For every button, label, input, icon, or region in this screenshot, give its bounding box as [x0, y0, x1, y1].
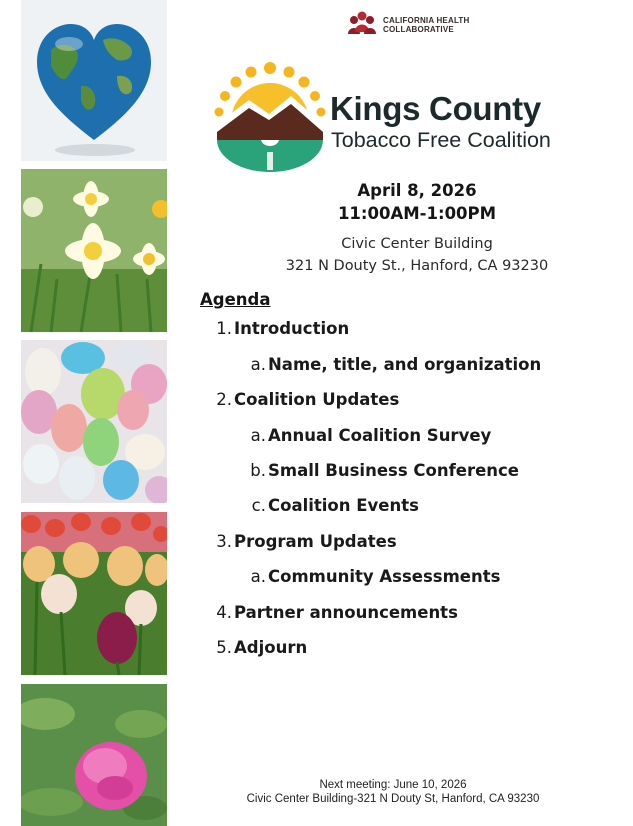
- meeting-time: 11:00AM-1:00PM: [337, 204, 497, 223]
- agenda-item: [216, 532, 397, 551]
- easter-eggs-photo: [21, 340, 167, 503]
- agenda-item-number: a.: [250, 426, 266, 445]
- agenda-item-number: 3.: [216, 532, 232, 551]
- agenda-subitem: [250, 355, 542, 374]
- agenda-item-number: a.: [250, 355, 266, 374]
- heart-globe-photo: [21, 0, 167, 161]
- agenda-item-number: 4.: [216, 603, 232, 622]
- agenda-item-label: Adjourn: [234, 638, 308, 657]
- org-name-line2: COLLABORATIVE: [383, 25, 454, 34]
- agenda-item: [216, 638, 308, 657]
- pink-peony-photo: [21, 684, 167, 826]
- coalition-name: Kings County: [330, 90, 541, 127]
- california-health-collaborative-logo: [346, 10, 486, 38]
- agenda-subitem: [251, 496, 419, 515]
- agenda-item-number: c.: [251, 496, 266, 515]
- coalition-tagline: Tobacco Free Coalition: [331, 128, 551, 152]
- sunrise-coalition-logo-icon: [209, 60, 331, 172]
- tulips-photo: [21, 512, 167, 675]
- agenda-item-label: Small Business Conference: [268, 461, 519, 480]
- agenda-item-number: 2.: [216, 390, 232, 409]
- agenda-item-label: Name, title, and organization: [268, 355, 542, 374]
- agenda-item-label: Annual Coalition Survey: [268, 426, 492, 445]
- agenda-item-number: 1.: [216, 319, 232, 338]
- daffodils-photo: [21, 169, 167, 332]
- agenda-item-label: Coalition Updates: [234, 390, 400, 409]
- agenda-item-label: Partner announcements: [234, 603, 458, 622]
- meeting-venue: Civic Center Building: [341, 236, 493, 252]
- agenda-item-number: 5.: [216, 638, 232, 657]
- next-meeting-date: Next meeting: June 10, 2026: [319, 779, 467, 791]
- agenda-subitem: [250, 461, 519, 480]
- meeting-address: 321 N Douty St., Hanford, CA 93230: [285, 258, 549, 274]
- agenda-item: [216, 603, 458, 622]
- agenda-subitem: [250, 567, 501, 586]
- agenda-item-label: Community Assessments: [268, 567, 501, 586]
- agenda-item: [216, 390, 400, 409]
- chc-people-icon: [346, 10, 378, 38]
- meeting-date: April 8, 2026: [357, 181, 477, 200]
- org-name-line1: CALIFORNIA HEALTH: [383, 16, 470, 25]
- agenda-item-label: Introduction: [234, 319, 350, 338]
- agenda-item-label: Program Updates: [234, 532, 397, 551]
- agenda-item-label: Coalition Events: [268, 496, 419, 515]
- agenda-subitem: [250, 426, 492, 445]
- agenda-item-number: b.: [250, 461, 266, 480]
- agenda-item: [216, 319, 350, 338]
- next-meeting-location: Civic Center Building-321 N Douty St, Hanford, CA 93230: [246, 793, 540, 805]
- agenda-title: Agenda: [200, 290, 271, 309]
- agenda-item-number: a.: [250, 567, 266, 586]
